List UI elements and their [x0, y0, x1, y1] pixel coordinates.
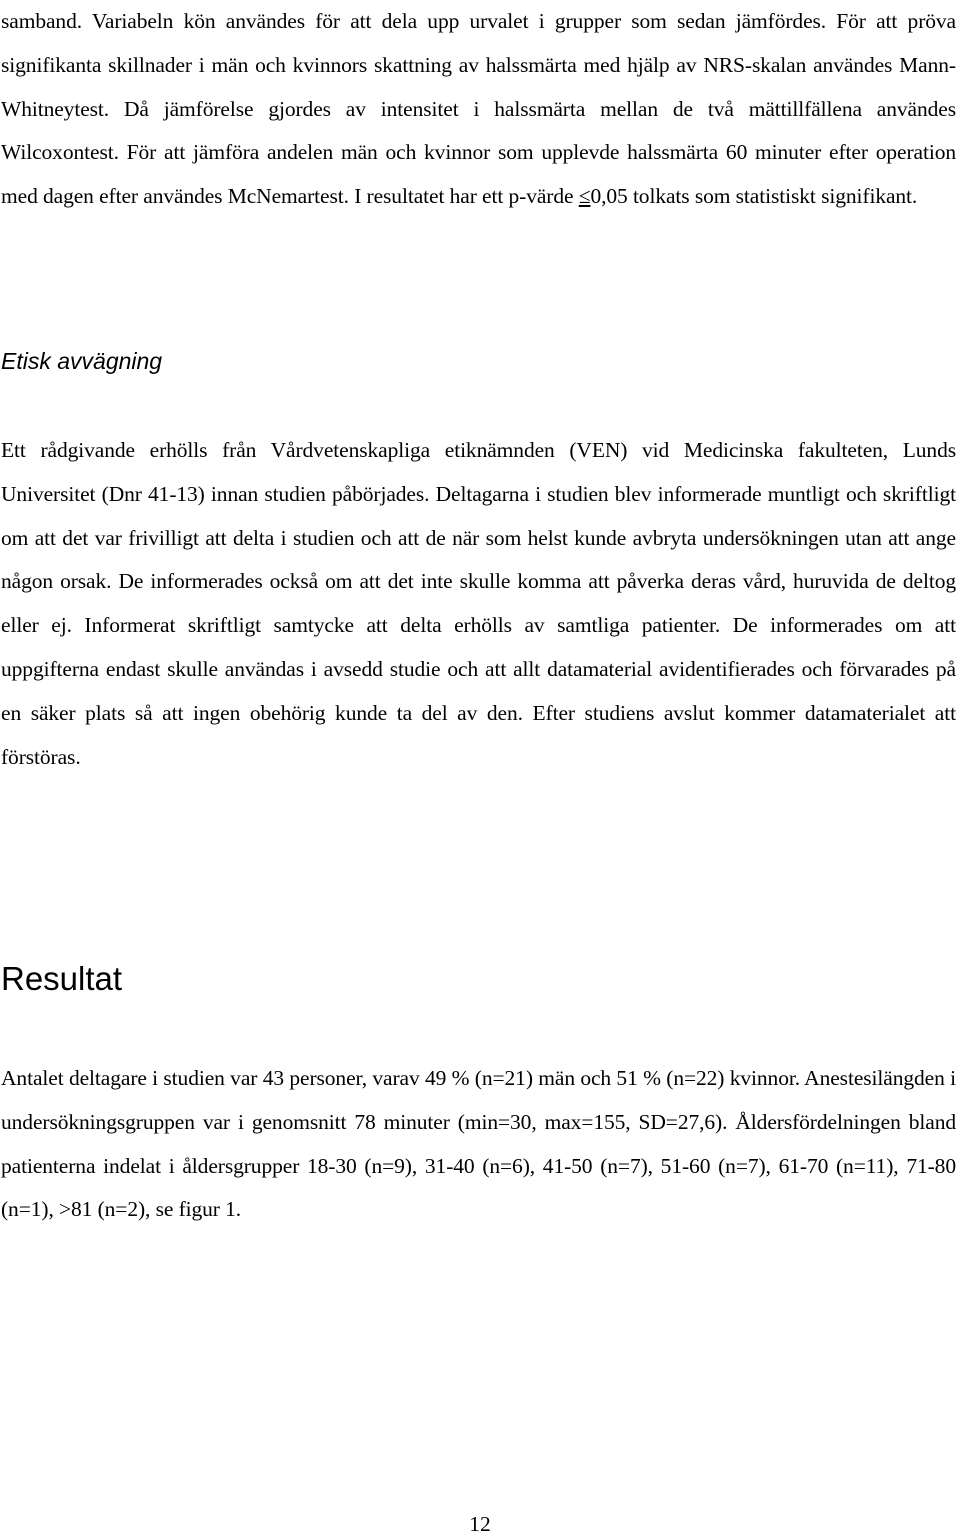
paragraph-statistical-methods — [1, 0, 956, 219]
page-number: 12 — [469, 1512, 491, 1536]
less-or-equal-symbol: ≤ — [578, 184, 591, 209]
heading-ethics: Etisk avvägning — [1, 348, 163, 374]
heading-results: Resultat — [1, 960, 123, 997]
paragraph-statistical-methods-text: samband. Variabeln kön användes för att dela upp urvalet i grupper som sedan jämfördes. För att pröva signifikanta skillnader i män och kvinnors skattning av halssmärta med hjälp av NRS-skalan användes Mann-Whitneytest. Då jämförelse gjordes av intensitet i halssmärta mellan de två mättillfällena användes Wilcoxontest. För att jämföra andelen män och kvinnor som upplevde halssmärta 60 minuter efter operation med dagen efter användes McNemartest. — [1, 9, 956, 209]
paragraph-ethics: Ett rådgivande erhölls från Vårdvetenskapliga etiknämnden (VEN) vid Medicinska fakulteten, Lunds Universitet (Dnr 41-13) innan studien påbörjades. Deltagarna i studien blev informerade muntligt och skriftligt om att det var frivilligt att delta i studien och att de när som helst kunde avbryta undersökningen utan att ange någon orsak. De informerades också om att det inte skulle komma att påverka deras vård, huruvida de deltog eller ej. Informerat skriftligt samtycke att delta erhölls av samtliga patienter. De informerades om att uppgifterna endast skulle användas i avsedd studie och att allt datamaterial avidentifierades och förvarades på en säker plats så att ingen obehörig kunde ta del av den. Efter studiens avslut kommer datamaterialet att förstöras. — [1, 438, 956, 769]
paragraph-results: Antalet deltagare i studien var 43 personer, varav 49 % (n=21) män och 51 % (n=22) kvinnor. Anestesilängden i undersökningsgruppen var i genomsnitt 78 minuter (min=30, max=155, SD=27,6). Åldersfördelningen bland patienterna indelat i åldersgrupper 18-30 (n=9), 31-40 (n=6), 41-50 (n=7), 51-60 (n=7), 61-70 (n=11), 71-80 (n=1), >81 (n=2), se figur 1. — [1, 1066, 956, 1222]
significance-sentence: I resultatet har ett p-värde ≤0,05 tolkats som statistiskt signifikant. — [354, 184, 918, 209]
